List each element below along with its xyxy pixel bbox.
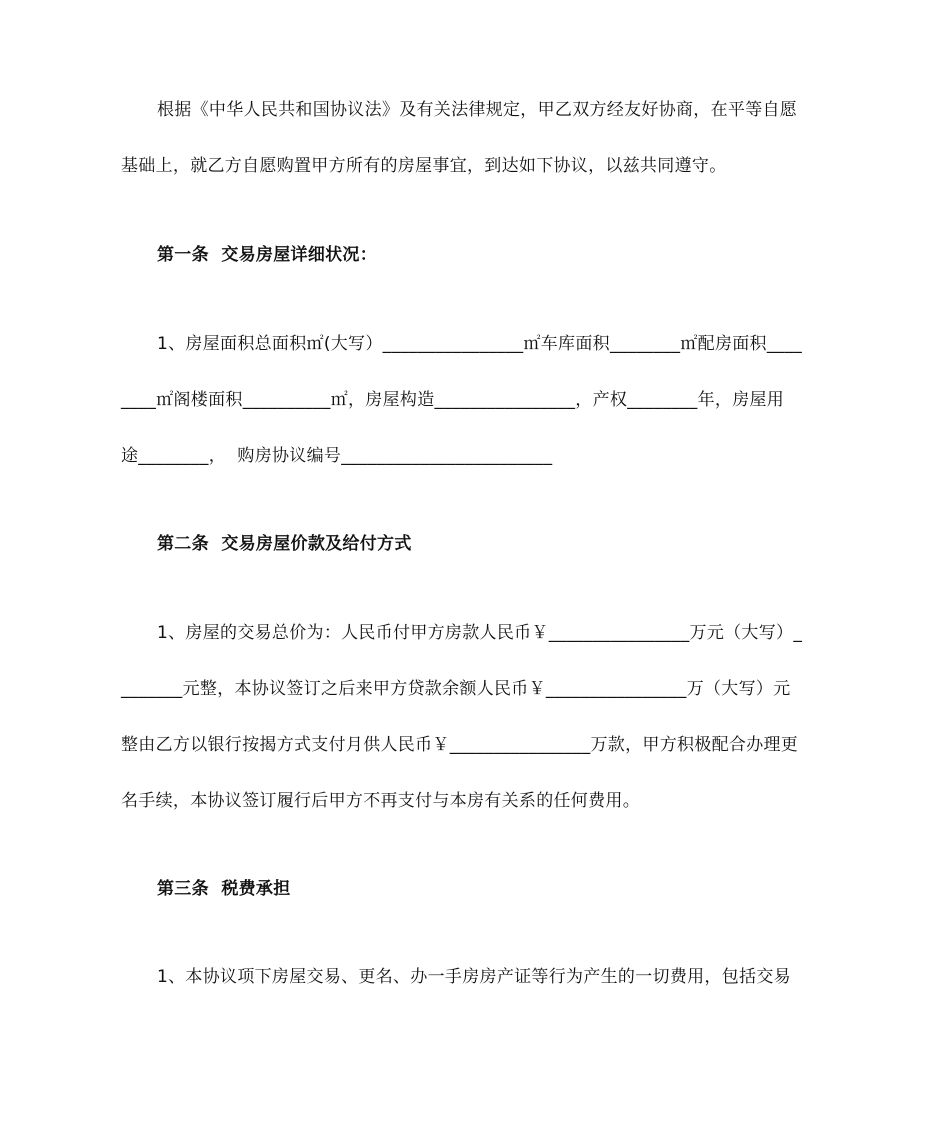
article-3-heading: 第三条 税费承担 (157, 879, 291, 899)
article-2-line-2: _______元整，本协议签订之后来甲方贷款余额人民币￥________________万（大写）元 (121, 679, 791, 699)
article-2-line-4: 名手续，本协议签订履行后甲方不再支付与本房有关系的任何费用。 (121, 791, 640, 811)
intro-line-1: 根据《中华人民共和国协议法》及有关法律规定，甲乙双方经友好协商，在平等自愿 (157, 100, 798, 120)
article-1-line-3: 途________， 购房协议编号________________________ (121, 446, 553, 466)
article-1-line-2: ____㎡阁楼面积__________㎡，房屋构造________________，产权________年，房屋用 (121, 390, 785, 410)
intro-line-2: 基础上，就乙方自愿购置甲方所有的房屋事宜，到达如下协议，以兹共同遵守。 (121, 156, 727, 176)
article-1-line-1: 1、房屋面积总面积㎡(大写）________________㎡车库面积________㎡配房面积____ (157, 334, 803, 354)
article-1-heading: 第一条 交易房屋详细状况： (157, 245, 378, 265)
article-2-line-1: 1、房屋的交易总价为：人民币付甲方房款人民币￥________________万元（大写）_ (157, 623, 803, 643)
article-3-line-1: 1、本协议项下房屋交易、更名、办一手房房产证等行为产生的一切费用，包括交易 (157, 967, 791, 987)
article-2-line-3: 整由乙方以银行按揭方式支付月供人民币￥________________万款，甲方积极配合办理更 (121, 735, 799, 755)
article-2-heading: 第二条 交易房屋价款及给付方式 (157, 534, 412, 554)
